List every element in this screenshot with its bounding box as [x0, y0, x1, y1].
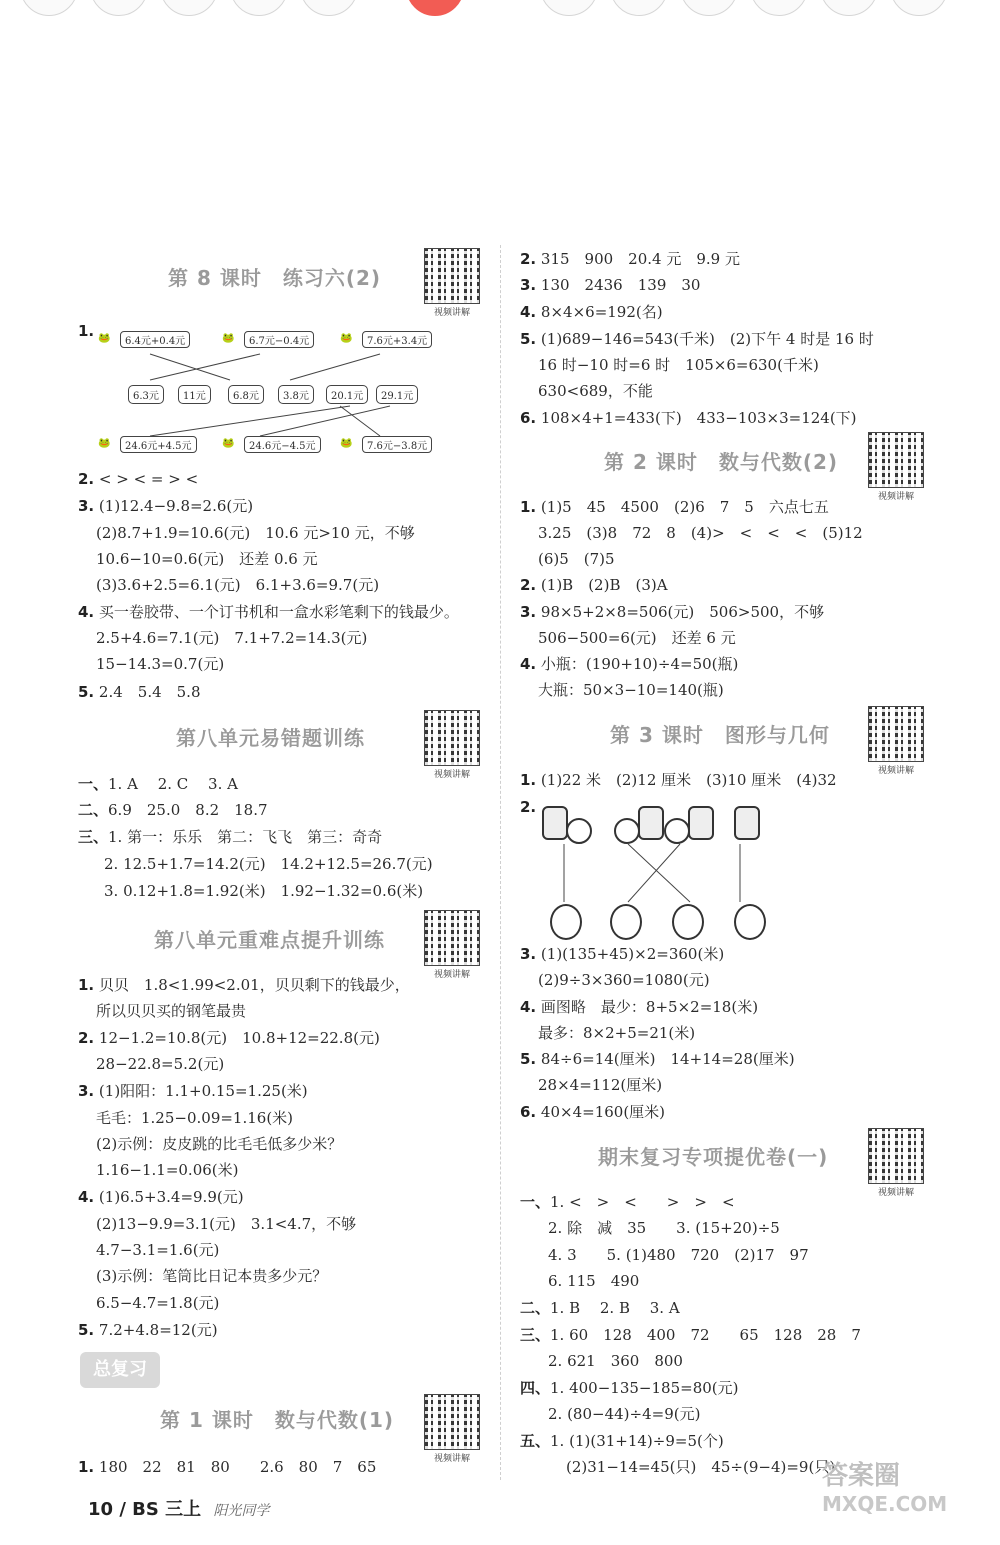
review-badge: 总复习: [80, 1352, 160, 1388]
answer-line: 630<689，不能: [538, 382, 653, 400]
section-title-lesson8: 第 8 课时 练习六(2): [168, 266, 382, 290]
frog-card: 🐸 24.6元−4.5元: [222, 436, 321, 453]
answer-line: 2. 除 减 35 3. (15+20)÷5: [548, 1219, 780, 1237]
answer-line: 一、1. < > < > > <: [520, 1193, 735, 1211]
answer-line: 4. 3 5. (1)480 720 (2)17 97: [548, 1246, 809, 1264]
answer-line: (3)3.6+2.5=6.1(元) 6.1+3.6=9.7(元): [96, 576, 380, 594]
answer-line: 506−500=6(元) 还差 6 元: [538, 629, 736, 647]
section-title-review-lesson1: 第 1 课时 数与代数(1): [160, 1408, 395, 1432]
qr-code[interactable]: [868, 432, 924, 502]
page-footer: [88, 1495, 269, 1521]
qr-code[interactable]: [868, 706, 924, 776]
answer-line: 2. (1)B (2)B (3)A: [520, 576, 668, 594]
match-line: [628, 844, 690, 902]
answer-line: (2)示例：皮皮跳的比毛毛低多少米？: [96, 1135, 343, 1153]
qr-code[interactable]: [424, 910, 480, 980]
answer-line: 2. 621 360 800: [548, 1352, 683, 1370]
qr-image: [868, 706, 924, 762]
answer-line: 2. (80−44)÷4=9(元): [548, 1405, 701, 1423]
price-badge: 3.8元: [278, 385, 314, 404]
answer-line: 四、1. 400−135−185=80(元): [520, 1379, 739, 1397]
qr-image: [868, 1128, 924, 1184]
answer-line: 4. 8×4×6=192(名): [520, 303, 663, 321]
answer-line: 5. 7.2+4.8=12(元): [78, 1321, 218, 1339]
answer-line: 二、1. B 2. B 3. A: [520, 1299, 680, 1317]
answer-line: 28−22.8=5.2(元): [96, 1055, 225, 1073]
toy-figure-icon: [542, 806, 568, 840]
price-badge: 6.3元: [128, 385, 164, 404]
nav-dot-active[interactable]: [406, 0, 464, 16]
qr-caption: 视频讲解: [877, 766, 914, 776]
answer-line: 3. 130 2436 139 30: [520, 276, 701, 294]
qr-image: [424, 910, 480, 966]
match-line: [260, 406, 390, 436]
answer-line: 1. 贝贝 1.8<1.99<2.01，贝贝剩下的钱最少，: [78, 976, 410, 994]
child-face-icon: [550, 904, 582, 940]
price-badge: 11元: [178, 385, 211, 404]
nav-dot[interactable]: [20, 0, 78, 16]
answer-line: 2. 12.5+1.7=14.2(元) 14.2+12.5=26.7(元): [104, 855, 433, 873]
answer-line: (2)31−14=45(只) 45÷(9−4)=9(只): [566, 1458, 836, 1476]
watermark: [822, 1455, 947, 1516]
qr-code[interactable]: [424, 1394, 480, 1464]
frog-card: 🐸 24.6元+4.5元: [98, 436, 197, 453]
toy-figure-icon: [638, 806, 664, 840]
answer-line: 6. 108×4+1=433(下) 433−103×3=124(下): [520, 409, 857, 427]
price-badge: 29.1元: [376, 385, 418, 404]
answer-line: 4. (1)6.5+3.4=9.9(元): [78, 1188, 244, 1206]
answer-line: (6)5 (7)5: [538, 550, 615, 568]
answer-line: 3. 98×5+2×8=506(元) 506>500，不够: [520, 603, 825, 621]
answer-line: 2.: [520, 798, 537, 816]
match-line: [150, 354, 230, 380]
answer-line: 三、1. 第一：乐乐 第二：飞飞 第三：奇奇: [78, 828, 383, 846]
column-divider: [500, 245, 501, 1480]
nav-dot[interactable]: [230, 0, 288, 16]
answer-line: 3. (1)12.4−9.8=2.6(元): [78, 497, 254, 515]
top-bar: [0, 0, 1000, 14]
answer-line: 6. 40×4=160(厘米): [520, 1103, 666, 1121]
frog-icon: 🐸: [340, 437, 353, 449]
frog-card: 🐸 6.4元+0.4元: [98, 331, 190, 348]
nav-dot[interactable]: [680, 0, 738, 16]
match-line: [628, 844, 680, 902]
section-title-errors: 第八单元易错题训练: [176, 726, 365, 750]
answer-line: 2.5+4.6=7.1(元) 7.1+7.2=14.3(元): [96, 629, 368, 647]
answer-line: 15−14.3=0.7(元): [96, 655, 225, 673]
match-line: [340, 406, 380, 436]
answer-line: 1. (1)22 米 (2)12 厘米 (3)10 厘米 (4)32: [520, 771, 837, 789]
answer-line: 6. 115 490: [548, 1272, 640, 1290]
answer-line: 大瓶：50×3−10=140(瓶): [538, 681, 724, 699]
frog-card: 🐸 6.7元−0.4元: [222, 331, 314, 348]
answer-line: 2. 12−1.2=10.8(元) 10.8+12=22.8(元): [78, 1029, 380, 1047]
qr-image: [868, 432, 924, 488]
answer-line: 10.6−10=0.6(元) 还差 0.6 元: [96, 550, 318, 568]
match-line: [290, 354, 380, 380]
answer-line: 3. 0.12+1.8=1.92(米) 1.92−1.32=0.6(米): [104, 882, 424, 900]
nav-dot[interactable]: [160, 0, 218, 16]
answer-line: 1. 180 22 81 80 2.6 80 7 65: [78, 1458, 377, 1476]
nav-dot[interactable]: [610, 0, 668, 16]
qr-image: [424, 1394, 480, 1450]
answer-line: 二、6.9 25.0 8.2 18.7: [78, 801, 268, 819]
answer-line: 6.5−4.7=1.8(元): [96, 1294, 220, 1312]
qr-caption: 视频讲解: [433, 1454, 470, 1464]
nav-dot[interactable]: [820, 0, 878, 16]
answer-line: 2. 315 900 20.4 元 9.9 元: [520, 250, 740, 268]
qr-image: [424, 248, 480, 304]
child-face-icon: [610, 904, 642, 940]
section-title-final-review: 期末复习专项提优卷(一): [598, 1145, 829, 1169]
answer-line: 三、1. 60 128 400 72 65 128 28 7: [520, 1326, 861, 1344]
toy-figure-icon: [734, 806, 760, 840]
answer-line: 5. (1)689−146=543(千米) (2)下午 4 时是 16 时: [520, 330, 874, 348]
answer-line: 4. 买一卷胶带、一个订书机和一盒水彩笔剩下的钱最少。: [78, 603, 459, 621]
price-badge: 6.8元: [228, 385, 264, 404]
frog-icon: 🐸: [98, 332, 111, 344]
frog-icon: 🐸: [222, 332, 235, 344]
nav-dot[interactable]: [540, 0, 598, 16]
child-face-icon: [672, 904, 704, 940]
answer-line: 28×4=112(厘米): [538, 1076, 663, 1094]
qr-code[interactable]: [424, 248, 480, 318]
qr-caption: 视频讲解: [877, 1188, 914, 1198]
answer-line: 五、1. (1)(31+14)÷9=5(个): [520, 1432, 724, 1450]
frog-icon: 🐸: [98, 437, 111, 449]
answer-line: 2. < > < = > <: [78, 470, 199, 488]
nav-dot[interactable]: [750, 0, 808, 16]
qr-caption: 视频讲解: [433, 308, 470, 318]
qr-caption: 视频讲解: [433, 770, 470, 780]
answer-line: 4. 小瓶：(190+10)÷4=50(瓶): [520, 655, 739, 673]
answer-line: 16 时−10 时=6 时 105×6=630(千米): [538, 356, 819, 374]
qr-caption: 视频讲解: [877, 492, 914, 502]
answer-line: (2)9÷3×360=1080(元): [538, 971, 710, 989]
answer-line: 1.16−1.1=0.06(米): [96, 1161, 239, 1179]
answer-line: 4. 画图略 最少：8+5×2=18(米): [520, 998, 759, 1016]
child-face-icon: [734, 904, 766, 940]
answer-line: (2)13−9.9=3.1(元) 3.1<4.7，不够: [96, 1215, 357, 1233]
answer-line: 所以贝贝买的钢笔最贵: [96, 1002, 247, 1020]
price-badge: 20.1元: [326, 385, 368, 404]
qr-image: [424, 710, 480, 766]
nav-dot[interactable]: [300, 0, 358, 16]
nav-dot[interactable]: [890, 0, 948, 16]
answer-line: 1. (1)5 45 4500 (2)6 7 5 六点七五: [520, 498, 829, 516]
question-1-label: 1.: [78, 322, 95, 340]
qr-caption: 视频讲解: [433, 970, 470, 980]
section-title-advanced: 第八单元重难点提升训练: [154, 928, 385, 952]
matching-lines: [540, 840, 780, 910]
toy-figure-icon: [688, 806, 714, 840]
frog-icon: 🐸: [222, 437, 235, 449]
frog-icon: 🐸: [340, 332, 353, 344]
frog-card: 🐸 7.6元−3.8元: [340, 436, 432, 453]
answer-line: 5. 2.4 5.4 5.8: [78, 683, 201, 701]
page-number: 10 / BS 三上: [88, 1499, 202, 1520]
qr-code[interactable]: [868, 1128, 924, 1198]
qr-code[interactable]: [424, 710, 480, 780]
section-title-lesson2: 第 2 课时 数与代数(2): [604, 450, 839, 474]
answer-line: 一、1. A 2. C 3. A: [78, 775, 238, 793]
match-line: [150, 406, 350, 436]
answer-line: 3. (1)(135+45)×2=360(米): [520, 945, 725, 963]
answer-line: (2)8.7+1.9=10.6(元) 10.6 元>10 元，不够: [96, 524, 415, 542]
answer-line: 最多：8×2+5=21(米): [538, 1024, 696, 1042]
answer-line: 毛毛：1.25−0.09=1.16(米): [96, 1109, 294, 1127]
match-line: [150, 354, 260, 380]
answer-line: (3)示例：笔筒比日记本贵多少元？: [96, 1267, 328, 1285]
watermark-url: MXQE.COM: [822, 1492, 948, 1516]
answer-line: 5. 84÷6=14(厘米) 14+14=28(厘米): [520, 1050, 795, 1068]
brand-logo: 阳光同学: [213, 1503, 270, 1519]
answer-line: 3.25 (3)8 72 8 (4)> < < < (5)12: [538, 524, 863, 542]
nav-dot[interactable]: [90, 0, 148, 16]
frog-card: 🐸 7.6元+3.4元: [340, 331, 432, 348]
watermark-title: 答案圈: [822, 1461, 901, 1491]
answer-line: 4.7−3.1=1.6(元): [96, 1241, 220, 1259]
section-title-lesson3: 第 3 课时 图形与几何: [610, 723, 830, 747]
answer-line: 3. (1)阳阳：1.1+0.15=1.25(米): [78, 1082, 308, 1100]
